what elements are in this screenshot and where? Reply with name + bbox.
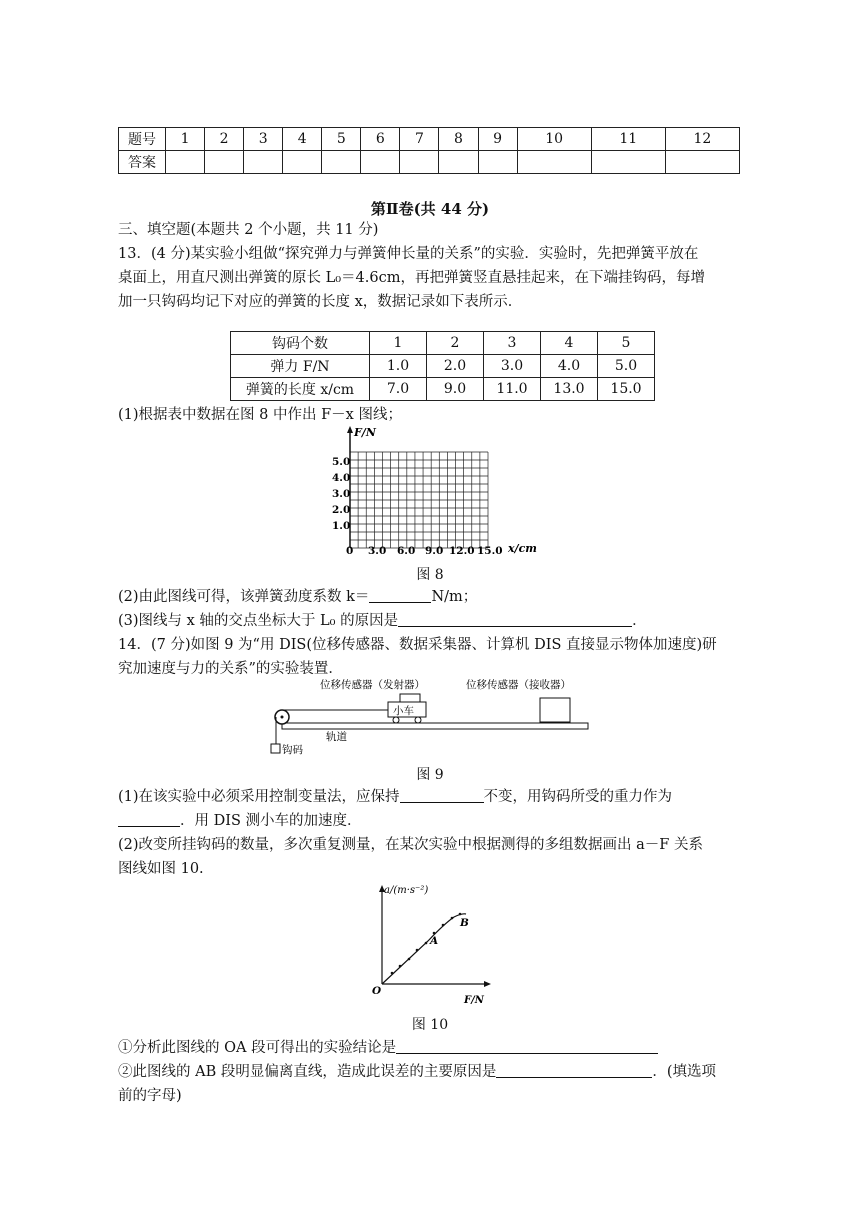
q13-sub1: (1)根据表中数据在图 8 中作出 F－x 图线； — [118, 407, 402, 423]
number-cell: 12 — [665, 128, 739, 151]
fig10-data-point — [391, 972, 394, 975]
q14-sub1-text3: ．用 DIS 测小车的加速度． — [180, 813, 362, 829]
fig10-data-point — [459, 913, 462, 916]
fig10-data-point — [433, 932, 436, 935]
number-cell: 6 — [361, 128, 400, 151]
table-cell: 5.0 — [598, 355, 655, 378]
answer-table-number-row — [119, 128, 740, 151]
q14-c2-text: ②此图线的 AB 段明显偏离直线，造成此误差的主要原因是 — [118, 1064, 497, 1080]
cart-wheel — [415, 717, 421, 723]
table-cell: 1 — [370, 332, 427, 355]
answer-cell[interactable] — [517, 151, 591, 174]
q14-line2: 究加速度与力的关系”的实验装置． — [118, 661, 343, 677]
fig10-xlabel: F/N — [464, 995, 484, 1004]
fig10-data-point — [399, 965, 402, 968]
fig8-xtick: 3.0 — [368, 545, 387, 557]
number-head-cell: 题号 — [119, 128, 166, 151]
q14-c2-tail: ．(填选项 — [652, 1064, 717, 1080]
fig8-caption: 图 8 — [416, 567, 444, 583]
figure-10 — [366, 880, 496, 1004]
number-cell: 9 — [478, 128, 517, 151]
fig10-data-point — [416, 949, 419, 952]
number-cell: 7 — [400, 128, 439, 151]
fig8-xtick: 12.0 — [449, 545, 475, 557]
section-title: 第Ⅱ卷(共 44 分) — [370, 200, 490, 218]
table-cell: 4.0 — [541, 355, 598, 378]
fig8-xtick: 6.0 — [397, 545, 416, 557]
table-cell: 2.0 — [427, 355, 484, 378]
fig10-data-point — [442, 924, 445, 927]
q13-sub3-text: (3)图线与 x 轴的交点坐标大于 L₀ 的原因是 — [118, 613, 399, 629]
table-cell: 15.0 — [598, 378, 655, 401]
answer-cell[interactable] — [439, 151, 478, 174]
conclusion-answer-blank[interactable] — [396, 1037, 658, 1054]
number-cell: 1 — [166, 128, 205, 151]
fig10-point-a: A — [430, 935, 439, 947]
q13-sub2-text: (2)由此图线可得，该弹簧劲度系数 k＝ — [118, 589, 370, 605]
table-cell: 11.0 — [484, 378, 541, 401]
figure-9 — [262, 676, 602, 760]
error-reason-blank[interactable] — [496, 1061, 652, 1078]
q14-sub1-line1 — [118, 785, 672, 809]
answer-cell[interactable] — [322, 151, 361, 174]
table-cell: 3.0 — [484, 355, 541, 378]
fig10-x-arrow — [484, 981, 491, 987]
fig10-curve — [382, 914, 466, 984]
fig8-ylabel: F/N — [354, 426, 376, 439]
answer-cell[interactable] — [244, 151, 283, 174]
answer-cell[interactable] — [591, 151, 665, 174]
fig8-xtick: 9.0 — [425, 545, 444, 557]
q14-c1-text: ①分析此图线的 OA 段可得出的实验结论是 — [118, 1040, 397, 1056]
fig8-grid — [350, 452, 488, 548]
table-cell: 5 — [598, 332, 655, 355]
table-cell: 4 — [541, 332, 598, 355]
fig8-ytick: 3.0 — [332, 488, 351, 500]
table-cell: 1.0 — [370, 355, 427, 378]
fig8-ytick: 1.0 — [332, 520, 351, 532]
q13-sub3 — [118, 609, 647, 633]
receiver-label: 位移传感器（接收器） — [466, 679, 571, 691]
answer-cell[interactable] — [478, 151, 517, 174]
reason-answer-blank[interactable] — [398, 610, 632, 627]
constant-answer-blank[interactable] — [400, 786, 484, 803]
number-cell: 3 — [244, 128, 283, 151]
figure-8 — [330, 424, 540, 560]
q14-line1: 14．(7 分)如图 9 为“用 DIS(位移传感器、数据采集器、计算机 DIS 直接显示物体加速度)研 — [118, 637, 717, 653]
fig10-data-point — [408, 958, 411, 961]
table-row — [231, 355, 655, 378]
track — [282, 723, 588, 729]
fig8-xtick: 15.0 — [477, 545, 503, 557]
fig10-point-b: B — [460, 917, 469, 929]
fig10-data-point — [425, 942, 428, 945]
table-cell: 2 — [427, 332, 484, 355]
answer-cell[interactable] — [205, 151, 244, 174]
q13-sub2-unit: N/m； — [431, 589, 478, 605]
q13-line3: 加一只钩码均记下对应的弹簧的长度 x，数据记录如下表所示． — [118, 294, 523, 310]
fig10-caption: 图 10 — [411, 1017, 449, 1033]
q14-c2 — [118, 1060, 716, 1084]
q14-sub2-line1: (2)改变所挂钩码的数量，多次重复测量，在某次实验中根据测得的多组数据画出 a－F 关系 — [118, 837, 703, 853]
answer-table-answer-row — [119, 151, 740, 174]
row-label: 弹簧的长度 x/cm — [231, 378, 370, 401]
answer-cell[interactable] — [400, 151, 439, 174]
table-cell: 9.0 — [427, 378, 484, 401]
fig8-y-arrow — [347, 426, 353, 433]
fig10-ylabel: a/(m·s⁻²) — [384, 885, 429, 896]
spring-data-table — [230, 331, 655, 401]
table-row — [231, 332, 655, 355]
answer-cell[interactable] — [283, 151, 322, 174]
number-cell: 8 — [439, 128, 478, 151]
number-cell: 5 — [322, 128, 361, 151]
table-row — [231, 378, 655, 401]
pulley-axle — [281, 716, 284, 719]
fig9-caption: 图 9 — [416, 767, 444, 783]
fig8-ytick: 2.0 — [332, 504, 351, 516]
fig8-xlabel: x/cm — [508, 542, 537, 555]
part3-title: 三、填空题(本题共 2 个小题，共 11 分) — [118, 222, 379, 238]
q13-line1: 13．(4 分)某实验小组做“探究弹力与弹簧伸长量的关系”的实验．实验时，先把弹簧平放在 — [118, 246, 699, 262]
k-answer-blank[interactable] — [369, 586, 431, 603]
answer-cell[interactable] — [665, 151, 739, 174]
q14-sub1-line2 — [118, 809, 362, 833]
cart-wheel — [393, 717, 399, 723]
emitter-box — [400, 694, 420, 702]
weight-label: 钩码 — [282, 744, 303, 756]
number-cell: 2 — [205, 128, 244, 151]
receiver-box — [540, 698, 570, 722]
table-cell: 7.0 — [370, 378, 427, 401]
number-cell: 10 — [517, 128, 591, 151]
row-label: 弹力 F/N — [231, 355, 370, 378]
fig8-ytick: 5.0 — [332, 456, 351, 468]
emitter-label: 位移传感器（发射器） — [320, 679, 425, 691]
number-cell: 4 — [283, 128, 322, 151]
q13-line2: 桌面上，用直尺测出弹簧的原长 L₀＝4.6cm，再把弹簧竖直悬挂起来，在下端挂钩码，每增 — [118, 270, 705, 286]
q14-c2-line2: 前的字母) — [118, 1088, 182, 1104]
fig8-ytick: 4.0 — [332, 472, 351, 484]
q13-sub3-end: ． — [632, 613, 647, 629]
fig10-origin: O — [372, 985, 382, 997]
cart-label: 小车 — [393, 705, 414, 717]
answer-head-cell: 答案 — [119, 151, 166, 174]
number-cell: 11 — [591, 128, 665, 151]
answer-cell[interactable] — [166, 151, 205, 174]
answer-cell[interactable] — [361, 151, 400, 174]
table-cell: 13.0 — [541, 378, 598, 401]
table-cell: 3 — [484, 332, 541, 355]
fig8-xtick: 0 — [346, 545, 354, 557]
weight-box — [271, 744, 280, 753]
answer-table — [118, 127, 740, 174]
q13-sub2 — [118, 585, 477, 609]
q14-sub1-text: (1)在该实验中必须采用控制变量法，应保持 — [118, 789, 400, 805]
q14-sub1-text2: 不变，用钩码所受的重力作为 — [483, 789, 673, 805]
fig10-data-point — [451, 917, 454, 920]
force-answer-blank[interactable] — [118, 810, 180, 827]
track-label: 轨道 — [326, 731, 347, 743]
row-label: 钩码个数 — [231, 332, 370, 355]
q14-sub2-line2: 图线如图 10. — [118, 861, 204, 877]
q14-c1 — [118, 1036, 658, 1060]
